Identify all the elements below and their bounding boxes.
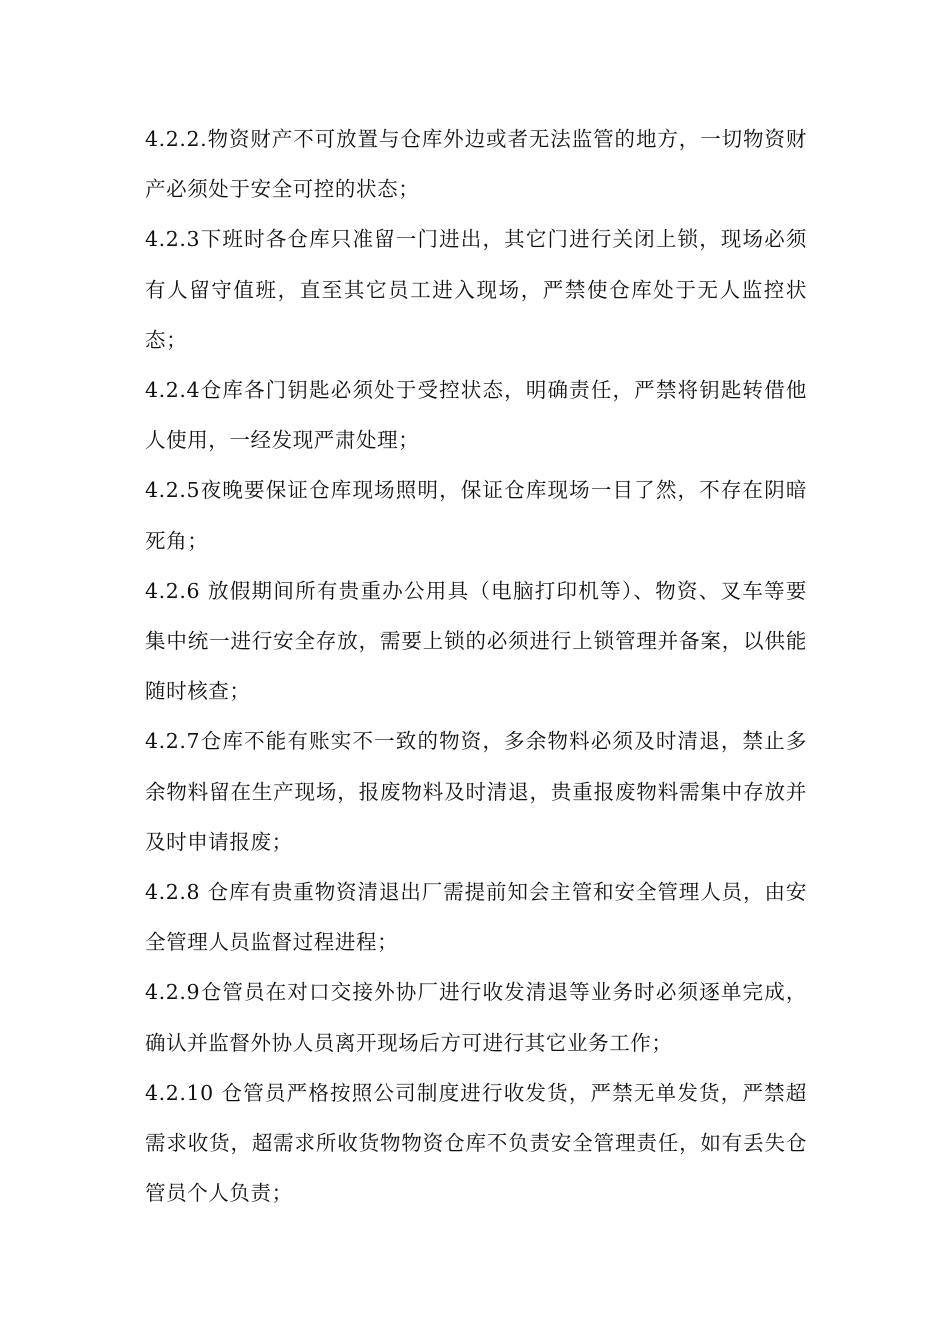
clause-4-2-2: 4.2.2.物资财产不可放置与仓库外边或者无法监管的地方，一切物资财产必须处于安全可控的状态； bbox=[145, 127, 807, 202]
clause-4-2-5: 4.2.5夜晚要保证仓库现场照明，保证仓库现场一目了然，不存在阴暗死角； bbox=[145, 478, 807, 553]
clause-4-2-9: 4.2.9仓管员在对口交接外协厂进行收发清退等业务时必须逐单完成，确认并监督外协人员离开现场后方可进行其它业务工作； bbox=[145, 980, 807, 1055]
clause-4-2-3: 4.2.3下班时各仓库只准留一门进出，其它门进行关闭上锁，现场必须有人留守值班，直至其它员工进入现场，严禁使仓库处于无人监控状态； bbox=[145, 227, 807, 352]
clause-4-2-8: 4.2.8 仓库有贵重物资清退出厂需提前知会主管和安全管理人员，由安全管理人员监督过程进程； bbox=[145, 880, 807, 955]
clause-4-2-6: 4.2.6 放假期间所有贵重办公用具（电脑打印机等）、物资、叉车等要集中统一进行安全存放，需要上锁的必须进行上锁管理并备案，以供能随时核查； bbox=[145, 578, 807, 704]
clause-4-2-4: 4.2.4仓库各门钥匙必须处于受控状态，明确责任，严禁将钥匙转借他人使用，一经发现严肃处理； bbox=[145, 378, 807, 453]
clause-4-2-7: 4.2.7仓库不能有账实不一致的物资，多余物料必须及时清退，禁止多余物料留在生产现场，报废物料及时清退，贵重报废物料需集中存放并及时申请报废； bbox=[145, 729, 807, 854]
document-body bbox=[145, 114, 807, 1218]
clause-4-2-10: 4.2.10 仓管员严格按照公司制度进行收发货，严禁无单发货，严禁超需求收货，超需求所收货物物资仓库不负责安全管理责任，如有丢失仓管员个人负责； bbox=[145, 1080, 807, 1206]
